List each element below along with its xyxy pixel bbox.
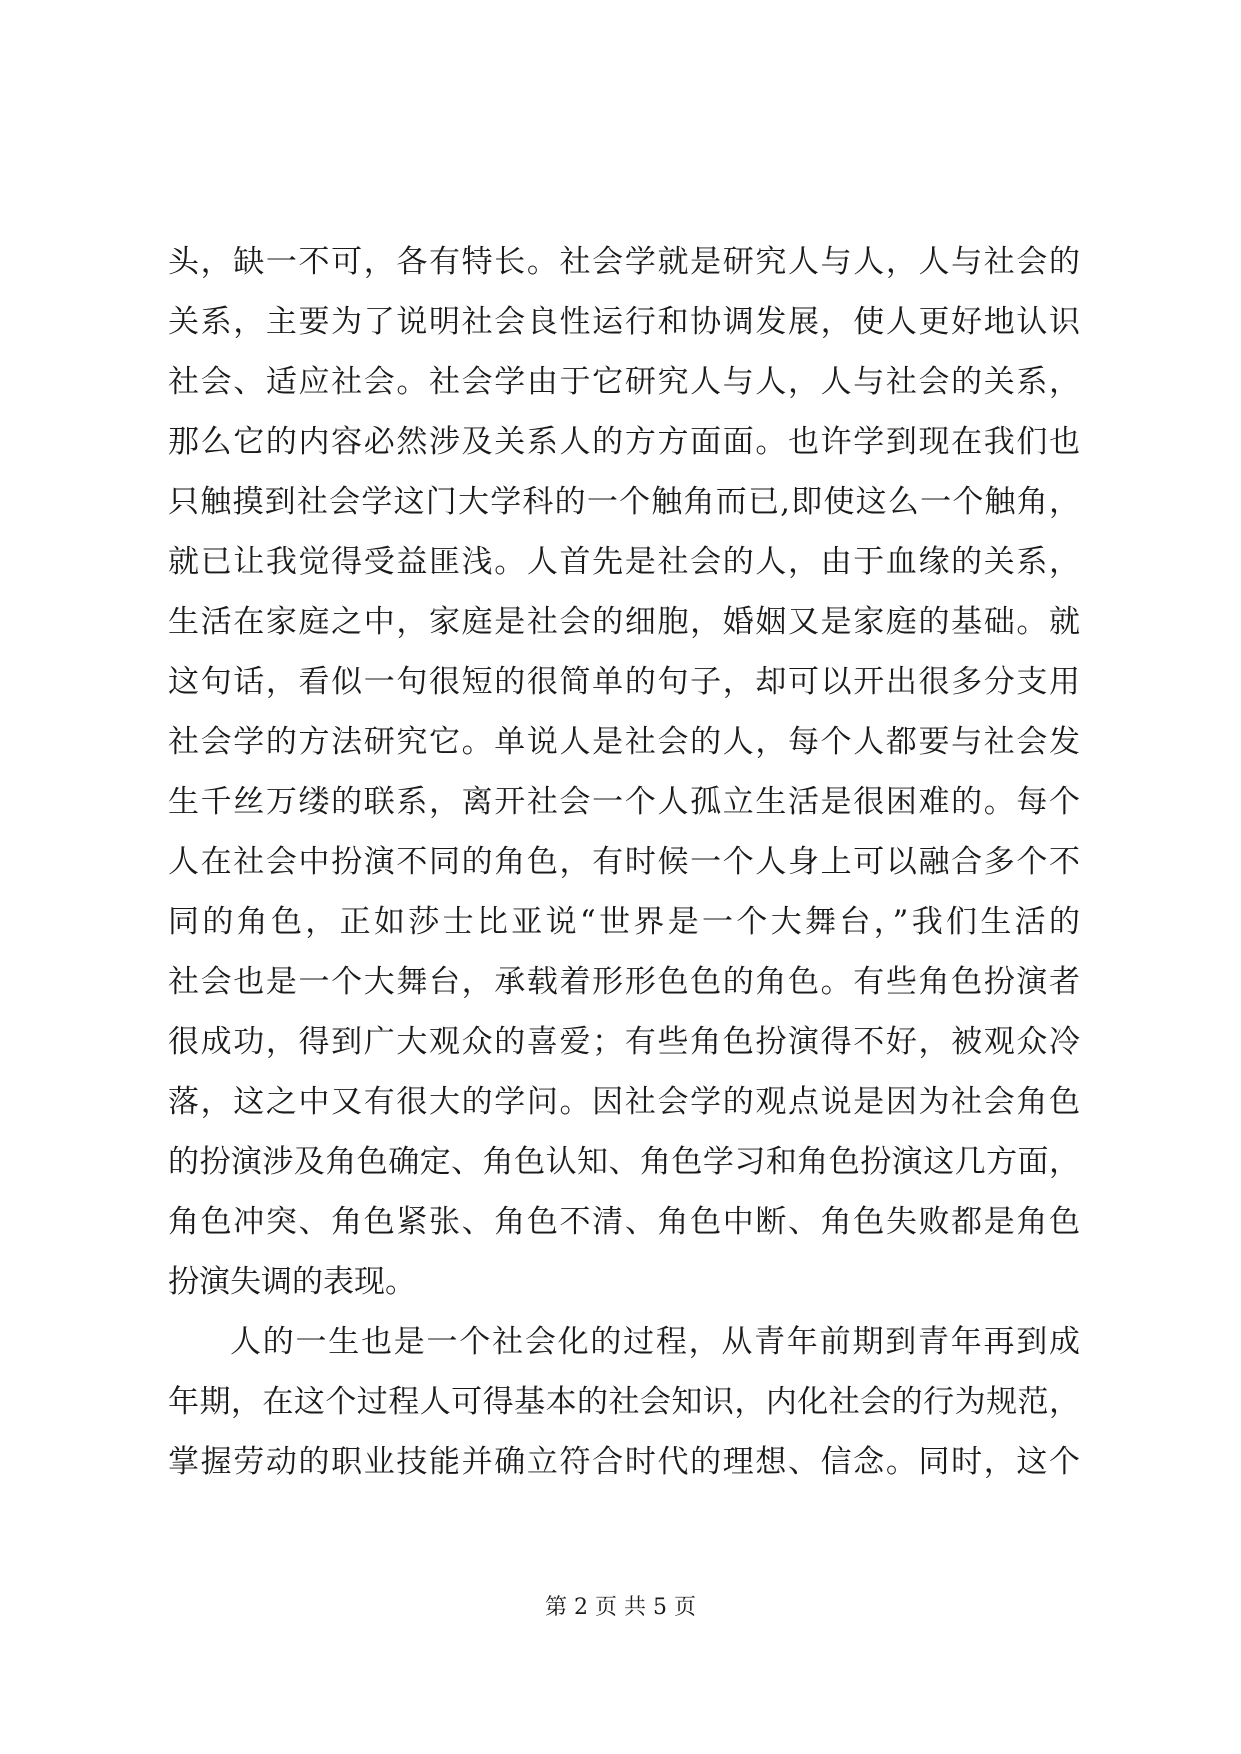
- text-line: 就已让我觉得受益匪浅。人首先是社会的人，由于血缘的关系，: [168, 544, 1080, 580]
- text-line: 年期，在这个过程人可得基本的社会知识，内化社会的行为规范，: [168, 1384, 1080, 1420]
- text-line: 那么它的内容必然涉及关系人的方方面面。也许学到现在我们也: [168, 424, 1080, 460]
- text-line: 头，缺一不可，各有特长。社会学就是研究人与人，人与社会的: [168, 244, 1080, 280]
- text-line: 扮演失调的表现。: [168, 1264, 416, 1300]
- text-line: 社会、适应社会。社会学由于它研究人与人，人与社会的关系，: [168, 364, 1080, 400]
- text-line: 生千丝万缕的联系，离开社会一个人孤立生活是很困难的。每个: [168, 784, 1080, 820]
- text-line: 角色冲突、角色紧张、角色不清、角色中断、角色失败都是角色: [168, 1204, 1080, 1240]
- text-line: 很成功，得到广大观众的喜爱；有些角色扮演得不好，被观众冷: [168, 1024, 1080, 1060]
- text-line: 人的一生也是一个社会化的过程，从青年前期到青年再到成: [230, 1324, 1080, 1360]
- text-line: 同的角色，正如莎士比亚说“世界是一个大舞台，”我们生活的: [168, 904, 1080, 940]
- text-line: 掌握劳动的职业技能并确立符合时代的理想、信念。同时，这个: [168, 1444, 1080, 1480]
- text-line: 生活在家庭之中，家庭是社会的细胞，婚姻又是家庭的基础。就: [168, 604, 1080, 640]
- text-line: 关系，主要为了说明社会良性运行和协调发展，使人更好地认识: [168, 304, 1080, 340]
- body-text: [168, 232, 1080, 1492]
- text-line: 落，这之中又有很大的学问。因社会学的观点说是因为社会角色: [168, 1084, 1080, 1120]
- text-line: 这句话，看似一句很短的很简单的句子，却可以开出很多分支用: [168, 664, 1080, 700]
- page-number: 第 2 页 共 5 页: [545, 1595, 696, 1620]
- text-line: 社会也是一个大舞台，承载着形形色色的角色。有些角色扮演者: [168, 964, 1080, 1000]
- text-line: 社会学的方法研究它。单说人是社会的人，每个人都要与社会发: [168, 724, 1080, 760]
- text-line: 只触摸到社会学这门大学科的一个触角而已,即使这么一个触角，: [168, 484, 1080, 520]
- text-line: 人在社会中扮演不同的角色，有时候一个人身上可以融合多个不: [168, 844, 1080, 880]
- text-line: 的扮演涉及角色确定、角色认知、角色学习和角色扮演这几方面，: [168, 1144, 1080, 1180]
- page-footer: [0, 1590, 1241, 1621]
